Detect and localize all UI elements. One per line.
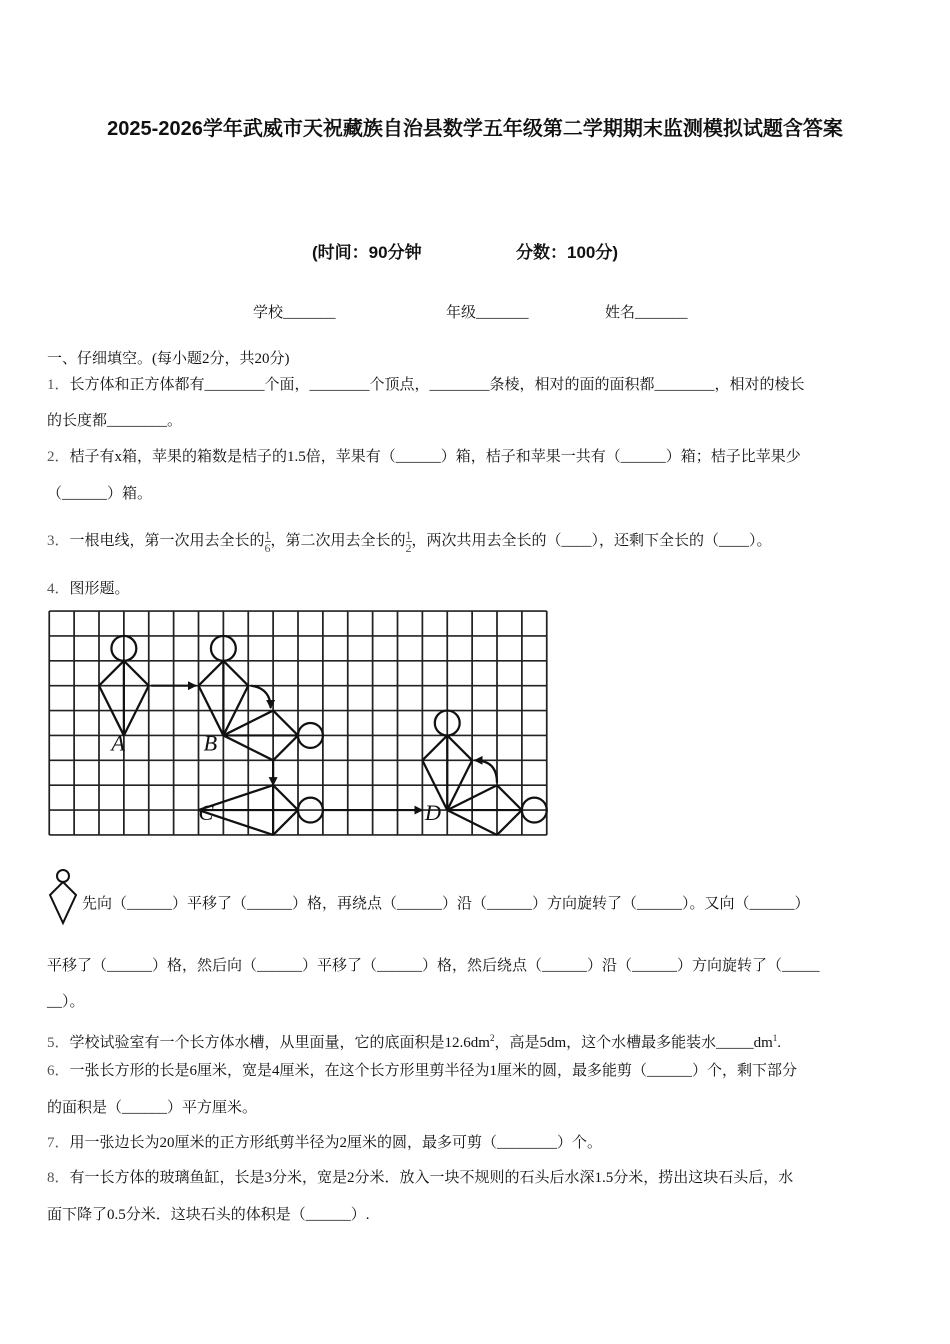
- figure-a: [99, 661, 124, 686]
- question-4-line3: __）。: [47, 994, 85, 1010]
- figure-a: [124, 661, 149, 686]
- section-heading: 一、仔细填空。(每小题2分，共20分): [47, 351, 290, 367]
- question-8-cont: 面下降了0.5分米．这块石头的体积是（______）.: [47, 1207, 370, 1223]
- figure-d-rotated: [497, 785, 522, 810]
- superscript: 2: [489, 1033, 495, 1043]
- figure-d-upright: [422, 735, 447, 760]
- question-text: 一根电线，第一次用去全长的: [69, 533, 265, 549]
- figure-b-rotated: [273, 735, 298, 760]
- exam-time: (时间：90分钟: [312, 243, 422, 262]
- question-number: 3．: [47, 533, 70, 549]
- question-1-cont: 的长度都________。: [47, 413, 183, 429]
- question-text: .: [777, 1035, 782, 1051]
- question-text: ，两次共用去全长的（____），还剩下全长的（____）。: [411, 533, 772, 549]
- question-text: 桔子有x箱，苹果的箱数是桔子的1.5倍，苹果有（______）箱，桔子和苹果一共有（______）箱；桔子比苹果少: [69, 449, 801, 465]
- denominator: 6: [264, 541, 271, 556]
- question-text: 长方体和正方体都有________个面，________个顶点，________条棱，相对的面的面积都________，相对的棱长: [69, 377, 805, 393]
- question-text: 有一长方体的玻璃鱼缸，长是3分米，宽是2分米．放入一块不规则的石头后水深1.5分米，捞出这块石头后，水: [69, 1170, 794, 1186]
- question-number: 7．: [47, 1135, 70, 1151]
- question-text: 学校试验室有一个长方体水槽，从里面量，它的底面积是12.6dm: [69, 1035, 490, 1051]
- question-5: [47, 1028, 781, 1053]
- point-label-b: [203, 730, 217, 755]
- question-6-cont: 的面积是（______）平方厘米。: [47, 1100, 258, 1116]
- point-label-c: [198, 800, 214, 825]
- question-1: [47, 375, 805, 395]
- figure-b: [198, 661, 223, 686]
- question-2: [47, 447, 801, 467]
- question-8: [47, 1168, 793, 1188]
- point-label-d: [424, 800, 441, 825]
- question-number: 1．: [47, 377, 70, 393]
- question-number: 4．: [47, 581, 70, 597]
- question-text: ，第二次用去全长的: [270, 533, 406, 549]
- question-7: [47, 1133, 602, 1153]
- question-number: 2．: [47, 449, 70, 465]
- numerator: 1: [405, 528, 412, 543]
- question-text: 一张长方形的长是6厘米，宽是4厘米，在这个长方形里剪半径为1厘米的圆，最多能剪（______）个，剩下部分: [69, 1063, 798, 1079]
- superscript: 1: [772, 1033, 778, 1043]
- question-2-cont: （______）箱。: [47, 486, 153, 502]
- question-4: [47, 579, 130, 599]
- denominator: 2: [405, 541, 412, 556]
- question-text: ，高是5dm，这个水槽最多能装水_____dm: [494, 1035, 773, 1051]
- figure-b-rotated: [273, 711, 298, 736]
- grade-field: 年级_______: [446, 305, 529, 321]
- numerator: 1: [264, 528, 271, 543]
- figure-c: [273, 810, 298, 835]
- figure-b: [223, 661, 248, 686]
- name-field: 姓名_______: [605, 305, 688, 321]
- rotate-arrow: [251, 686, 271, 708]
- question-text: 用一张边长为20厘米的正方形纸剪半径为2厘米的圆，最多可剪（________）个。: [69, 1135, 603, 1151]
- kite-figure-icon: [46, 868, 80, 926]
- question-number: 8．: [47, 1170, 70, 1186]
- school-field: 学校_______: [253, 305, 336, 321]
- question-3: [47, 526, 772, 556]
- point-label-a: [109, 730, 125, 755]
- question-4-line2: 平移了（______）格，然后向（______）平移了（______）格，然后绕点（______）沿（______）方向旋转了（_____: [47, 958, 820, 974]
- figure-c: [273, 785, 298, 810]
- figure-d-rotated: [497, 810, 522, 835]
- transformation-grid-figure: [48, 609, 548, 837]
- question-6: [47, 1061, 797, 1081]
- question-text: 图形题。: [69, 581, 130, 597]
- question-number: 5．: [47, 1035, 70, 1051]
- figure-d-upright: [447, 735, 472, 760]
- document-title: 2025-2026学年武威市天祝藏族自治县数学五年级第二学期期末监测模拟试题含答案: [107, 118, 843, 140]
- exam-score: 分数：100分): [516, 243, 619, 262]
- question-number: 6．: [47, 1063, 70, 1079]
- question-4-line1: 先向（______）平移了（______）格，再绕点（______）沿（______）方向旋转了（______）。又向（______）: [82, 896, 810, 912]
- rotate-arrow: [475, 760, 497, 782]
